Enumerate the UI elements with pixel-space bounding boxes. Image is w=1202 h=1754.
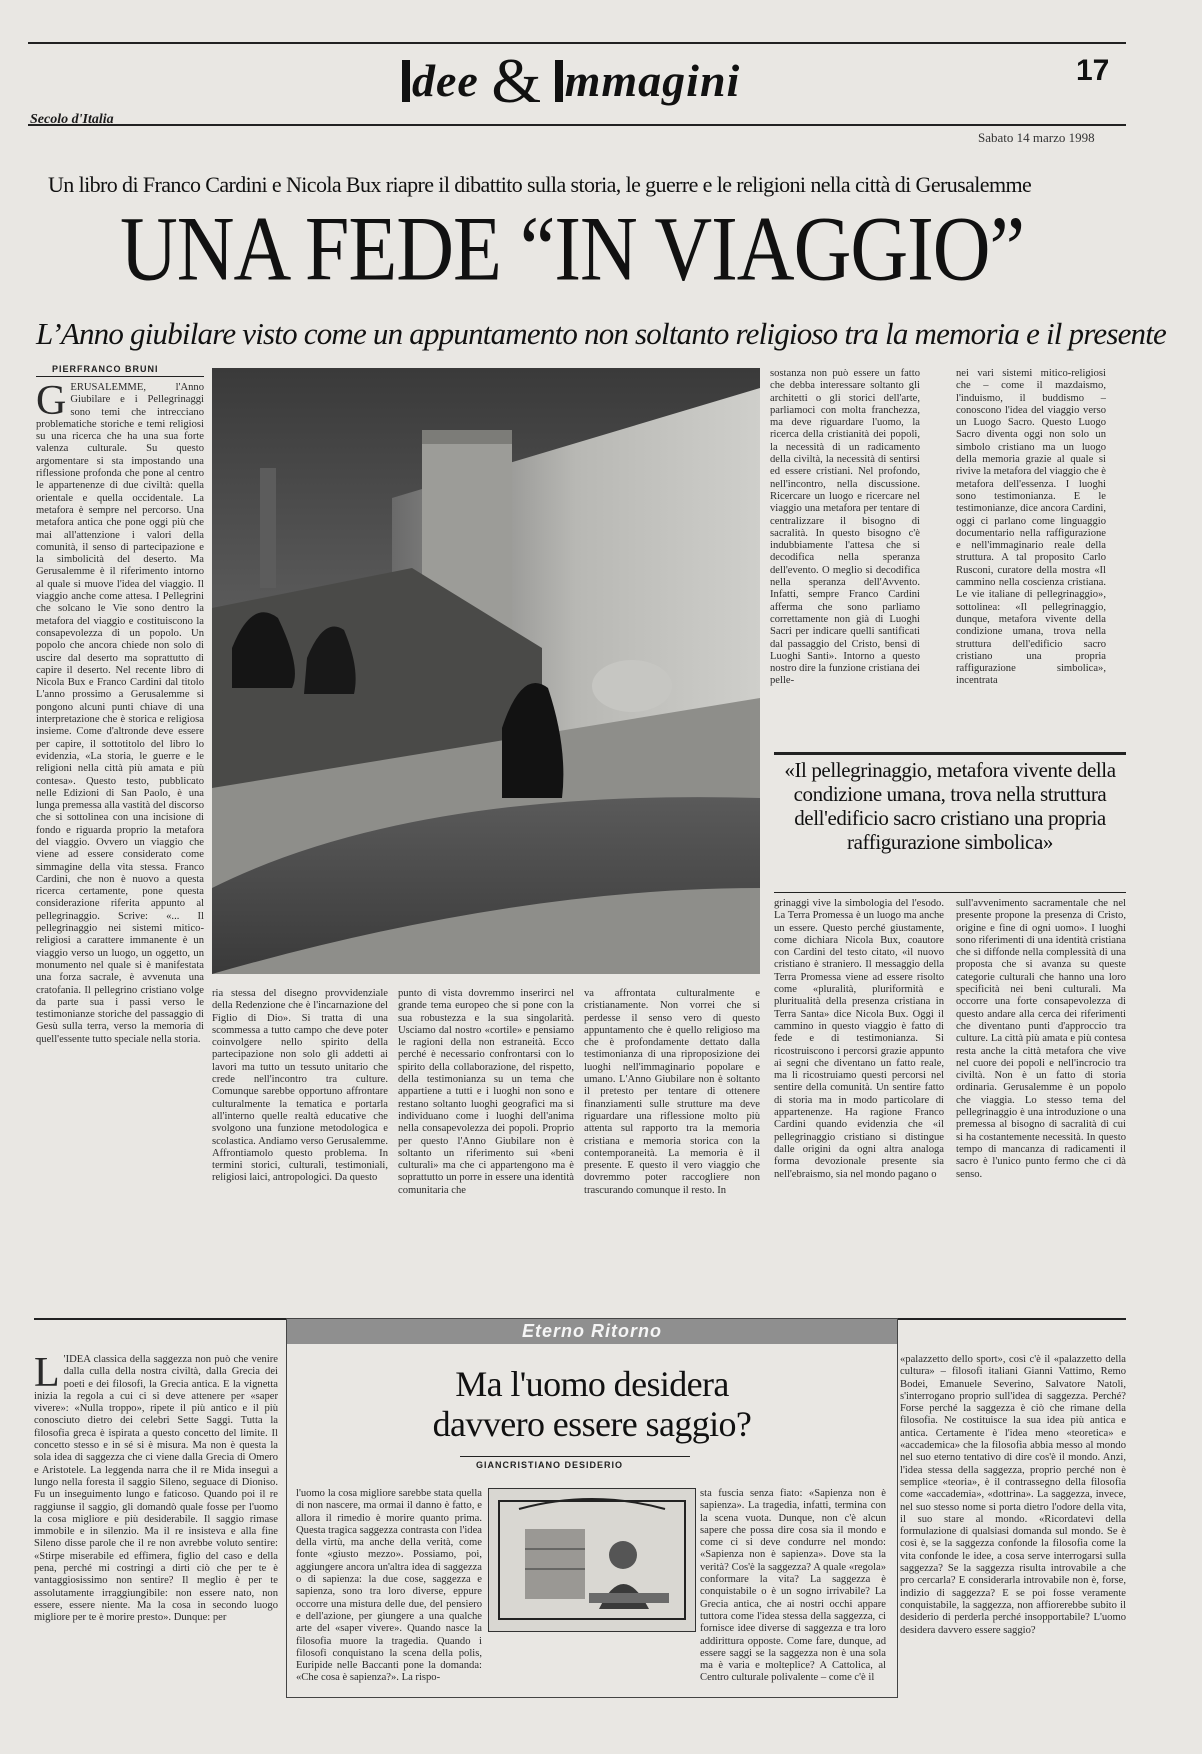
box-column-2: l'uomo la cosa migliore sarebbe stata quella di non nascere, ma ormai il danno è fatto, e allora il rimedio è morire quanto prima. Questa tragica saggezza contrasta con l'idea della virtù, ma anche della verità, come fonte «giusto mezzo». Possiamo, poi, aggiungere ancora un'altra idea di saggezza o di sapienza: la due cose, saggezza e sapienza, sono tra loro diverse, eppure occorre una mistura delle due, del pensiero e dell'azione, per giungere a una qualche arte del «saper vivere». Quando nasce la filosofia muore la tragedia. Quando i filosofi conquistano la scena della polis, Euripide nelle Baccanti pone la domanda: «Che cosa è sapienza?». La rispo-: [296, 1488, 482, 1684]
engraving-desk: [589, 1593, 669, 1603]
byline-rule: [36, 376, 204, 377]
tower-battlements: [422, 430, 512, 444]
box-title: [300, 1364, 884, 1444]
article-column-1-text: ERUSALEMME, l'Anno Giubilare e i Pellegrinaggi sono temi che intrecciano problematiche storiche e temi religiosi su una ricerca che ha una sua forte valenza culturale. Su questo argomentare si sta impostando una riflessione profonda che pone al centro le appartenenze di due civiltà: quella orientale e quella occidentale. La metafora è sempre nel percorso. Una metafora antica che pone oggi più che mai all'attenzione i valori della comunità, il senso di partecipazione e la simbolicità del deserto. Ma Gerusalemme è il riferimento intorno al quale si muove l'idea del viaggio. Il viaggio anche come attesa. I Pellegrini che solcano le Vie sono dentro la metafora del viaggio e costituiscono la consapevolezza di un popolo. Un popolo che ancora chiede non solo di uscire dal deserto ma soprattutto di capire il deserto. Nel recente libro di Nicola Bux e Franco Cardini dal titolo L'anno prossimo a Gerusalemme si pongono alcuni punti chiave di una interpretazione che è storica e religiosa insieme. Come d'altronde deve essere per capire, il sottotitolo del libro lo evidenzia, «La storia, le guerre e le religioni nella città più amata e più contesa». Questo testo, pubblicato nelle Edizioni di San Paolo, è una lunga premessa alla vastità del discorso che si sottolinea con una incisione di fondo e riguarda proprio la metafora del viaggio. Ovvero un viaggio che viene ad essere considerato come simmagine della vita stessa. Franco Cardini, che non è nuovo a questa ricerca certamente, pone questa considerazione riferita appunto al pellegrinaggio. Scrive: «... Il pellegrinaggio nei sistemi mitico-religiosi a carattere immanente è un viaggio verso un luogo, un oggetto, un monumento nel quale si è manifestata una forza sacrale, è avvenuta una cratofania. Il pellegrino cristiano volge da parte sua i passi verso le testimonianze storiche del passaggio di Gesù sulla terra, verso la memoria di quell'essente tutto speciale nella storia.: [36, 382, 204, 1045]
engraving-scholar-head: [609, 1541, 637, 1569]
pull-quote-rule-top: [774, 752, 1126, 755]
box-byline: GIANCRISTIANO DESIDERIO: [476, 1460, 624, 1470]
article-column-4: va affrontata culturalmente e cristianamente. Non vorrei che si perdesse il senso vero di questo appuntamento che è quello religioso ma che è profondamente dettato dalla testimonianza di una riproposizione dei luoghi nell'immaginario popolare e umano. L'Anno Giubilare non è soltanto il pretesto per tentare di ottenere finanziamenti sulle strutture ma deve riguardare una riflessione molto più attenta sul rapporto tra la memoria cristiana e memoria storica con la contemporaneità. La memoria è il presente. E questo il vero viaggio che dovremmo poter raccogliere non trascurando comunque il resto. In: [584, 988, 760, 1196]
page-number: 17: [1076, 54, 1110, 87]
drop-cap: G: [36, 382, 67, 424]
minaret: [260, 468, 276, 588]
article-column-6-top: nei vari sistemi mitico-religiosi che – come il mazdaismo, l'induismo, il buddismo – conoscono l'idea del viaggio verso un Luogo Sacro. Questo Luogo Sacro diventa oggi non solo un simbolo cristiano ma un luogo della memoria grazie al quale si rivive la metafora del viaggio che è metafora dell'essenza. I luoghi sono testimonianza. E le testimonianze, dice ancora Cardini, oggi ci parlano come linguaggio documentario nella raffigurazione e nell'immaginario reale della struttura. A tal proposito Carlo Rusconi, curatore della mostra «Il cammino nella coscienza cristiana. Le vie italiane di pellegrinaggio», sottolinea: «Il pellegrinaggio, dunque, metafora vivente della condizione umana, trova nella struttura dell'edificio sacro cristiano una propria raffigurazione simbolica», incentrata: [956, 368, 1106, 687]
box-drop-cap: L: [34, 1354, 60, 1396]
article-column-1: [36, 382, 204, 1290]
article-column-6-bottom: sull'avvenimento sacramentale che nel presente propone la presenza di Cristo, origine e fine di ogni uomo». I luoghi sono riferimenti di una identità cristiana che si diffonde nella complessità di una proposta che si avanza su queste categorie culturali che hanno una loro specificità nei beni culturali. Ma occorre una forte consapevolezza di questo andare alla cerca dei riferimenti che diventano punti d'approccio tra culture. La città più amata e più contesa resta anche la città metafora che vive nel cuore dei popoli e nell'incrocio tra civiltà. Non è un fatto di storia ordinaria. Gerusalemme è un popolo che viaggia. Lo stesso tema del pellegrinaggio è una introduzione o una premessa al bisogno di sacralità di cui si ha costantemente necessità. In questo tempo di mancanza di radicamenti il sacro è l'unico punto fermo che ci dà senso.: [956, 898, 1126, 1180]
masthead-rule: [28, 124, 1126, 126]
engraving-bg: [489, 1489, 695, 1631]
article-column-2: ria stessa del disegno provvidenziale della Redenzione che è l'incarnazione del Figlio di Dio». Si tratta di una scommessa a tutto campo che deve poter coinvolgere nello spirito della partecipazione non solo gli addetti ai lavori ma tutto un tessuto unitario che crede nell'incontro tra culture. Comunque sarebbe opportuno affrontare culturalmente la tematica e portarla all'interno quelle realtà educative che svolgono una funzione metodologica e scolastica. Andiamo verso Gerusalemme. Affrontiamolo questo problema. In termini storici, culturali, testimoniali, religiosi laici, antropologici. Da questo: [212, 988, 388, 1184]
newspaper-name: Secolo d'Italia: [30, 112, 114, 127]
jerusalem-photo: [212, 368, 760, 974]
photo-svg: [212, 368, 760, 974]
boulder: [592, 660, 672, 712]
box-column-3: sta fuscia senza fiato: «Sapienza non è sapienza». La tragedia, infatti, termina con la scena vuota. Dunque, non c'è alcun sapere che possa dire cosa sia il mondo e come ci si deve condurre nel mondo: «Sapienza non è sapienza». Dove sta la verità? Cos'è la saggezza? A quale «regola» conformare la vita? La saggezza è conquistabile o è un sogno irrivabile? La Grecia antica, che ai nostri occhi appare tuttora come l'idea stessa della saggezza, ci fornisce idee diverse di saggezza e tra loro addirittura opposte. Come fare, dunque, ad essere saggi se la saggezza non è una sola ma è varia e molteplice? A Cattolica, al Centro culturale polivalente – come c'è il: [700, 1488, 886, 1684]
pull-quote-rule-bottom: [774, 892, 1126, 893]
engraving-bookshelf: [525, 1529, 585, 1599]
box-column-1-text: 'IDEA classica della saggezza non può che venire dalla culla della nostra civiltà, dalla Grecia dei poeti e dei filosofi, la Grecia antica. E la vignetta inizia la regola a cui ci si deve attenere per «saper vivere»: «Nulla troppo», ripete il più antico e il più conosciuto dietro dei celebri Sette Saggi. Tutta la filosofia greca è ispirata a questo concetto del limite. Il concetto stesso e in sé si è misura. Ma non è questa la sola idea di saggezza che ci viene dalla Grecia di Omero e Aristotele. La leggenda narra che il re Mida inseguì a lungo nella foresta il saggio Sileno, seguace di Dioniso. Fu un inseguimento lungo e faticoso. Quando poi il re raggiunse il saggio, gli domandò quale fosse per l'uomo la cosa migliore e più desiderabile. Il saggio rimase immobile e in silenzio. Ma il re insisteva e alla fine Sileno disse parole che il re non avrebbe voluto sentire: «Stirpe miserabile ed effimera, figlio del caso e della pena, perché mi costringi a dirti ciò che per te è vantaggiosissimo non sentire? Il meglio è per te assolutamente irraggiungibile: non essere nato, non essere, essere niente. Ma la cosa in secondo luogo migliore per te è morire presto». Dunque: per: [34, 1354, 278, 1624]
engraving-illustration: [488, 1488, 696, 1632]
headline: UNA FEDE “IN VIAGGIO”: [120, 199, 1025, 301]
box-column-4: «palazzetto dello sport», così c'è il «palazzetto della cultura» – filosofi italiani Gianni Vattimo, Remo Bodei, Emanuele Severino, Salvatore Natoli, s'interrogano proprio sull'idea di saggezza. Perché? Forse perché la saggezza è ciò che rimane della filosofia. Ne costituisce la sua idea più antica e antica. Certamente è l'idea meno «teoretica» e «accademica» che la filosofia abbia messo al mondo nel suo eterno tentativo di dire cos'è il mondo. Anzi, l'idea stessa della saggezza, proprio perché non è semplice «teoria», è il contrassegno della filosofia come «accademia», «dottrina». La saggezza, invece, nel suo stesso nome si porta dietro l'odore della vita, il suo stare al mondo. «Ricordatevi della formulazione di qualsiasi domanda sul mondo. Se è così è, se la saggezza confonde la filosofia come la vita confonde le idee, a cosa serve interrogarsi sulla saggezza? Se la saggezza risulta introvabile a che pro cercarla? E considerarla introvabile non è, forse, indizio di saggezza? E se poi fosse veramente conquistabile, la saggezza, non affiorerebbe subito il desiderio di perderla perché insopportabile? L'uomo desidera davvero essere saggio?: [900, 1354, 1126, 1636]
box-column-1: [34, 1354, 278, 1744]
article-column-5-top: sostanza non può essere un fatto che debba interessare soltanto gli architetti o gli storici dell'arte, parliamoci con molta franchezza, ma deve riguardare l'uomo, la ricerca della cristianità dei popoli, la necessità di un radicamento della civiltà, la necessità di sentirsi ed essere cristiani. Nel profondo, nell'incontro, nella discussione. Ricercare un luogo e ricercare nel viaggio una metafora per tentare di centralizzare il bisogno di sacralità. In questo bisogno c'è indubbiamente l'attesa che si decodifica nella speranza dell'evento. O meglio si decodifica nella speranza dell'Avvento. Infatti, sempre Franco Cardini afferma che sono parliamo correttamente non già di Luoghi Sacri per indicare quelli santificati dal passaggio del Cristo, bensì di Luoghi Santi». Intorno a questo nostro dire la funzione cristiana dei pelle-: [770, 368, 920, 687]
box-title-line-1: Ma l'uomo desidera: [455, 1364, 729, 1404]
article-column-3: punto di vista dovremmo inserirci nel grande tema europeo che si pone con la sua robustezza e la sua singolarità. Usciamo dal nostro «cortile» e pensiamo le ragioni della non estraneità. Ecco perché è necessario confrontarsi con lo spirito della collaborazione, del rispetto, della testimonianza su un tema che appartiene a tutti e i luoghi non sono e restano soltanto luoghi geografici ma si individuano come i luoghi dell'anima nella consapevolezza dei popoli. Proprio per questo l'Anno Giubilare non è soltanto un riferimento sui «beni culturali» ma che ci appartengono ma è soprattutto un porre in essere una identità comunitaria che: [398, 988, 574, 1196]
engraving-svg: [489, 1489, 695, 1631]
section-ampersand: &: [491, 45, 543, 116]
section-initial-bar-m: [555, 60, 563, 102]
article-byline: PIERFRANCO BRUNI: [52, 364, 159, 374]
pull-quote: «Il pellegrinaggio, metafora vivente della condizione umana, trova nella struttura dell'edificio sacro cristiano una propria raffigurazione simbolica»: [784, 758, 1116, 854]
box-byline-rule: [460, 1456, 690, 1457]
section-word-idee: dee: [412, 55, 479, 106]
section-title: [402, 44, 740, 118]
issue-date: Sabato 14 marzo 1998: [978, 130, 1095, 145]
box-title-line-2: davvero essere saggio?: [432, 1404, 752, 1444]
box-banner: Eterno Ritorno: [286, 1318, 898, 1344]
section-word-immagini: mmagini: [564, 55, 741, 106]
article-column-5-bottom: grinaggi vive la simbologia del l'esodo. La Terra Promessa è un luogo ma anche un essere. Questo perché giustamente, come dichiara Nicola Bux, coautore con Cardini del testo citato, «il nuovo cristiano è straniero. Il messaggio della Terra Promessa viene ad essere risolto come «pluralità, pluriformità e pluritualità della presenza cristiana in Terra Santa» dice Nicola Bux. Oggi il cammino in questo viaggio è fatto di fede e di testimonianza. Si ricostruiscono i percorsi grazie appunto ai segni che diventano un fatto reale, ma li ricostruiamo questi percorsi nel sentire della comunità. Un sentire fatto di storia ma in modo particolare di appartenenze. Ha ragione Franco Cardini quando evidenzia che «il pellegrinaggio cristiano si distingue dalle origini da ogni altra analoga forma devozionale presente sia nell'ebraismo, sia nel mondo pagano o: [774, 898, 944, 1180]
subheadline: L’Anno giubilare visto come un appuntamento non soltanto religioso tra la memoria e il presente: [36, 316, 1167, 351]
section-initial-bar-i: [402, 60, 410, 102]
kicker: Un libro di Franco Cardini e Nicola Bux riapre il dibattito sulla storia, le guerre e le religioni nella città di Gerusalemme: [48, 172, 1032, 197]
